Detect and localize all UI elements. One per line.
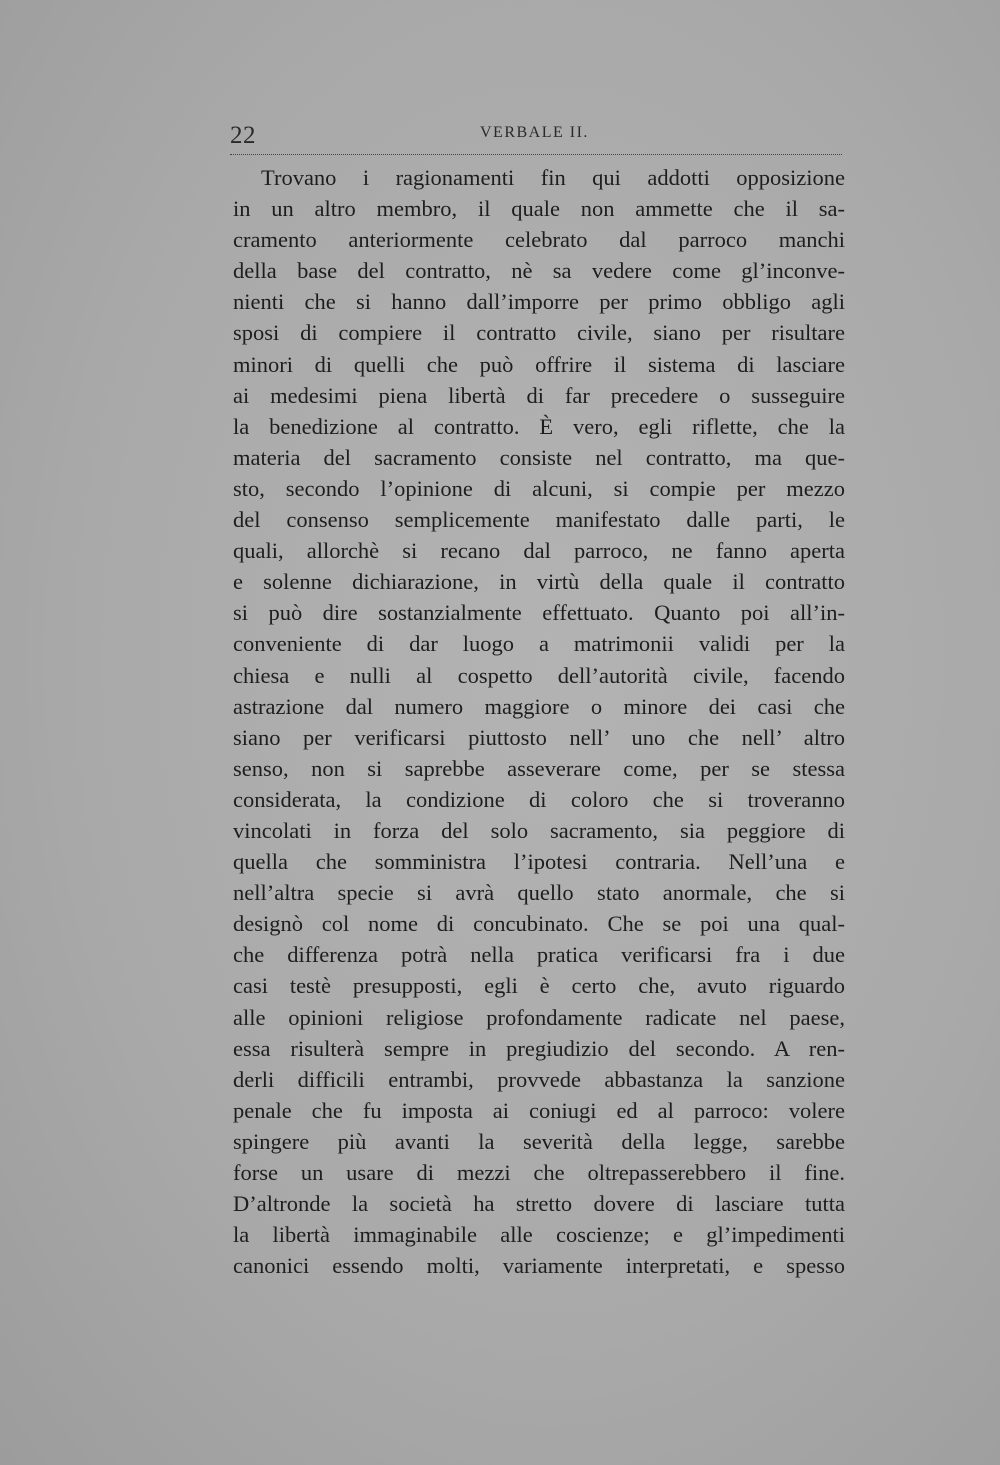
text-line: alle opinioni religiose profondamente radicate nel paese, [233, 1004, 845, 1030]
text-line: materia del sacramento consiste nel contratto, ma que- [233, 444, 845, 470]
text-line: D’altronde la società ha stretto dovere di lasciare tutta [233, 1191, 845, 1217]
text-line: canonici essendo molti, variamente interpretati, e spesso [233, 1253, 845, 1279]
text-line: ai medesimi piena libertà di far precedere o susseguire [233, 382, 845, 408]
text-line: cramento anteriormente celebrato dal parroco manchi [233, 227, 845, 253]
text-line: considerata, la condizione di coloro che si troveranno [233, 786, 845, 812]
text-line: casi testè presupposti, egli è certo che, avuto riguardo [233, 973, 845, 999]
text-line: quali, allorchè si recano dal parroco, ne fanno aperta [233, 538, 845, 564]
text-line: senso, non si saprebbe asseverare come, per se stessa [233, 755, 845, 781]
text-line: essa risulterà sempre in pregiudizio del secondo. A ren- [233, 1035, 845, 1061]
text-line: nell’altra specie si avrà quello stato anormale, che si [233, 880, 845, 906]
text-line: vincolati in forza del solo sacramento, sia peggiore di [233, 817, 845, 843]
running-head: VERBALE II. [480, 124, 589, 141]
text-line: del consenso semplicemente manifestato dalle parti, le [233, 507, 845, 533]
text-line: la benedizione al contratto. È vero, egli riflette, che la [233, 413, 845, 439]
text-line: chiesa e nulli al cospetto dell’autorità civile, facendo [233, 662, 845, 688]
text-line: conveniente di dar luogo a matrimonii validi per la [233, 631, 845, 657]
text-line: sto, secondo l’opinione di alcuni, si compie per mezzo [233, 475, 845, 501]
page-header [230, 116, 842, 152]
text-line: sposi di compiere il contratto civile, siano per risultare [233, 320, 845, 346]
text-line: nienti che si hanno dall’imporre per primo obbligo agli [233, 289, 845, 315]
text-line: minori di quelli che può offrire il sistema di lasciare [233, 351, 845, 377]
body-text [233, 162, 845, 1281]
text-line: Trovano i ragionamenti fin qui addotti opposizione [261, 165, 845, 190]
text-line: siano per verificarsi piuttosto nell’ uno che nell’ altro [233, 724, 845, 750]
text-line: in un altro membro, il quale non ammette che il sa- [233, 196, 845, 222]
text-line: penale che fu imposta ai coniugi ed al parroco: volere [233, 1097, 845, 1123]
text-line: astrazione dal numero maggiore o minore dei casi che [233, 693, 845, 719]
header-rule [230, 154, 842, 155]
text-line: forse un usare di mezzi che oltrepasserebbero il fine. [233, 1160, 845, 1185]
text-line: designò col nome di concubinato. Che se poi una qual- [233, 911, 845, 937]
text-line: della base del contratto, nè sa vedere come gl’inconve- [233, 258, 845, 284]
text-line: che differenza potrà nella pratica verificarsi fra i due [233, 942, 845, 968]
text-line: spingere più avanti la severità della legge, sarebbe [233, 1128, 845, 1154]
text-line: quella che somministra l’ipotesi contraria. Nell’una e [233, 849, 845, 875]
text-line: e solenne dichiarazione, in virtù della quale il contratto [233, 569, 845, 595]
page-number: 22 [230, 122, 256, 149]
text-line: derli difficili entrambi, provvede abbastanza la sanzione [233, 1066, 845, 1092]
text-line: la libertà immaginabile alle coscienze; e gl’impedimenti [233, 1222, 845, 1248]
text-line: si può dire sostanzialmente effettuato. Quanto poi all’in- [233, 600, 845, 626]
